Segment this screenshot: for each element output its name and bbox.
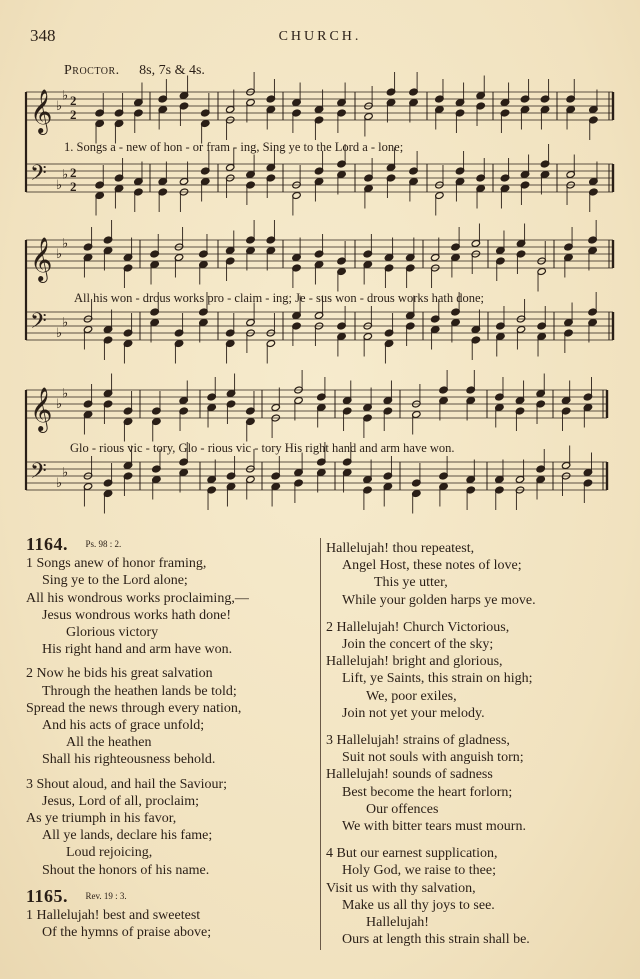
tune-name: Proctor. <box>64 63 120 78</box>
flat-sign: ♭ <box>56 326 63 341</box>
hymn-header <box>26 536 316 555</box>
verse-line: Join the concert of the sky; <box>342 637 494 653</box>
verse-line: His right hand and arm have won. <box>42 642 233 658</box>
hymn-1165 <box>26 888 316 942</box>
music-lyric-line-1: 1. Songs a - new of hon - or fram - ing, Sing ye to the Lord a - lone; <box>64 140 404 154</box>
flat-sign: ♭ <box>56 247 63 262</box>
verse-line: Suit not souls with anguish torn; <box>342 750 524 766</box>
verse-line: We with bitter tears must mourn. <box>342 819 526 835</box>
music-lyric-line-2: All his won - drous works pro - claim - ing; Je - sus won - drous works hath done; <box>74 291 485 305</box>
verse-line: All the heathen <box>66 735 152 751</box>
verse-line: This ye utter, <box>374 575 448 591</box>
bass-clef: 𝄢 <box>30 309 47 339</box>
verse-line: 1 Songs anew of honor framing, <box>26 556 207 572</box>
music-lyric-line-3: Glo - rious vic - tory, Glo - rious vic - tory His right hand and arm have won. <box>70 441 455 455</box>
verse-line: As ye triumph in his favor, <box>26 811 177 827</box>
hymn-header <box>26 888 316 907</box>
verse-line: All his wondrous works proclaiming,— <box>26 590 249 606</box>
verse-line: Lift, ye Saints, this strain on high; <box>342 671 533 687</box>
verse-line: Angel Host, these notes of love; <box>342 558 522 574</box>
bass-clef: 𝄢 <box>30 161 47 191</box>
tune-meter: 8s, 7s & 4s. <box>139 63 205 78</box>
flat-sign: ♭ <box>62 386 69 402</box>
verse-line: Best become the heart forlorn; <box>342 784 513 800</box>
scripture-reference: Rev. 19 : 3. <box>85 891 127 901</box>
verse-line: 2 Hallelujah! Church Victorious, <box>326 619 510 635</box>
verse-line: Loud rejoicing, <box>66 845 153 861</box>
flat-sign: ♭ <box>62 465 69 481</box>
bass-clef: 𝄢 <box>30 459 47 489</box>
verse-line: And his acts of grace unfold; <box>42 718 205 734</box>
time-signature-bottom: 2 <box>70 179 77 194</box>
time-signature-top: 2 <box>70 165 77 180</box>
page-number: 348 <box>30 26 56 45</box>
verse-line: Hallelujah! thou repeatest, <box>326 541 475 556</box>
verse-line: Of the hymns of praise above; <box>42 925 212 941</box>
verse-line: 2 Now he bids his great salvation <box>26 666 213 682</box>
hymn-1165-continued <box>326 540 626 948</box>
verse-line: Sing ye to the Lord alone; <box>42 573 188 589</box>
flat-sign: ♭ <box>56 476 63 491</box>
flat-sign: ♭ <box>56 99 63 114</box>
verse-line: Join not yet your melody. <box>342 705 485 721</box>
verse-line: Shout the honors of his name. <box>42 862 210 878</box>
verse-line: While your golden harps ye move. <box>342 592 536 608</box>
verse-line: 3 Shout aloud, and hail the Saviour; <box>26 776 228 792</box>
verse-line: We, poor exiles, <box>366 688 457 704</box>
verse-line: Jesus wondrous works hath done! <box>42 607 231 623</box>
verse-line: Through the heathen lands be told; <box>42 683 237 699</box>
verse-line: Spread the news through every nation, <box>26 700 242 716</box>
verse-line: 4 But our earnest supplication, <box>326 846 498 862</box>
time-signature-bottom: 2 <box>70 107 77 122</box>
flat-sign: ♭ <box>62 315 69 331</box>
treble-clef: 𝄞 <box>30 89 53 133</box>
verse-line: Glorious victory <box>66 625 159 641</box>
time-signature-top: 2 <box>70 93 77 108</box>
verse-line: Ours at length this strain shall be. <box>342 932 530 948</box>
treble-clef: 𝄞 <box>30 237 53 281</box>
verse-line: Hallelujah! bright and glorious, <box>326 654 503 670</box>
hymn-lines <box>26 555 316 879</box>
running-head: CHURCH. <box>278 29 362 44</box>
verse-line: Holy God, we raise to thee; <box>342 863 496 879</box>
hymn-lines <box>326 540 626 948</box>
verse-line: All ye lands, declare his fame; <box>42 828 213 844</box>
verse-line: Hallelujah! sounds of sadness <box>326 767 493 783</box>
hymn-lines <box>26 907 316 941</box>
verse-line: 1 Hallelujah! best and sweetest <box>26 908 201 924</box>
scripture-reference: Ps. 98 : 2. <box>85 539 122 549</box>
column-divider <box>320 538 321 950</box>
verse-line: Hallelujah! <box>366 915 429 931</box>
verse-line: 3 Hallelujah! strains of gladness, <box>326 733 510 749</box>
verse-line: Jesus, Lord of all, proclaim; <box>42 793 200 809</box>
hymn-number: 1165. <box>26 886 69 906</box>
verse-line: Visit us with thy salvation, <box>326 880 476 896</box>
verse-line: Our offences <box>366 801 439 817</box>
flat-sign: ♭ <box>62 88 69 104</box>
hymn-1164 <box>26 536 316 879</box>
verse-line: Make us all thy joys to see. <box>342 897 495 913</box>
treble-clef: 𝄞 <box>30 387 53 431</box>
flat-sign: ♭ <box>56 397 63 412</box>
flat-sign: ♭ <box>62 236 69 252</box>
flat-sign: ♭ <box>56 178 63 193</box>
flat-sign: ♭ <box>62 167 69 183</box>
verse-line: Shall his righteousness behold. <box>42 752 216 768</box>
hymn-number: 1164. <box>26 534 69 554</box>
